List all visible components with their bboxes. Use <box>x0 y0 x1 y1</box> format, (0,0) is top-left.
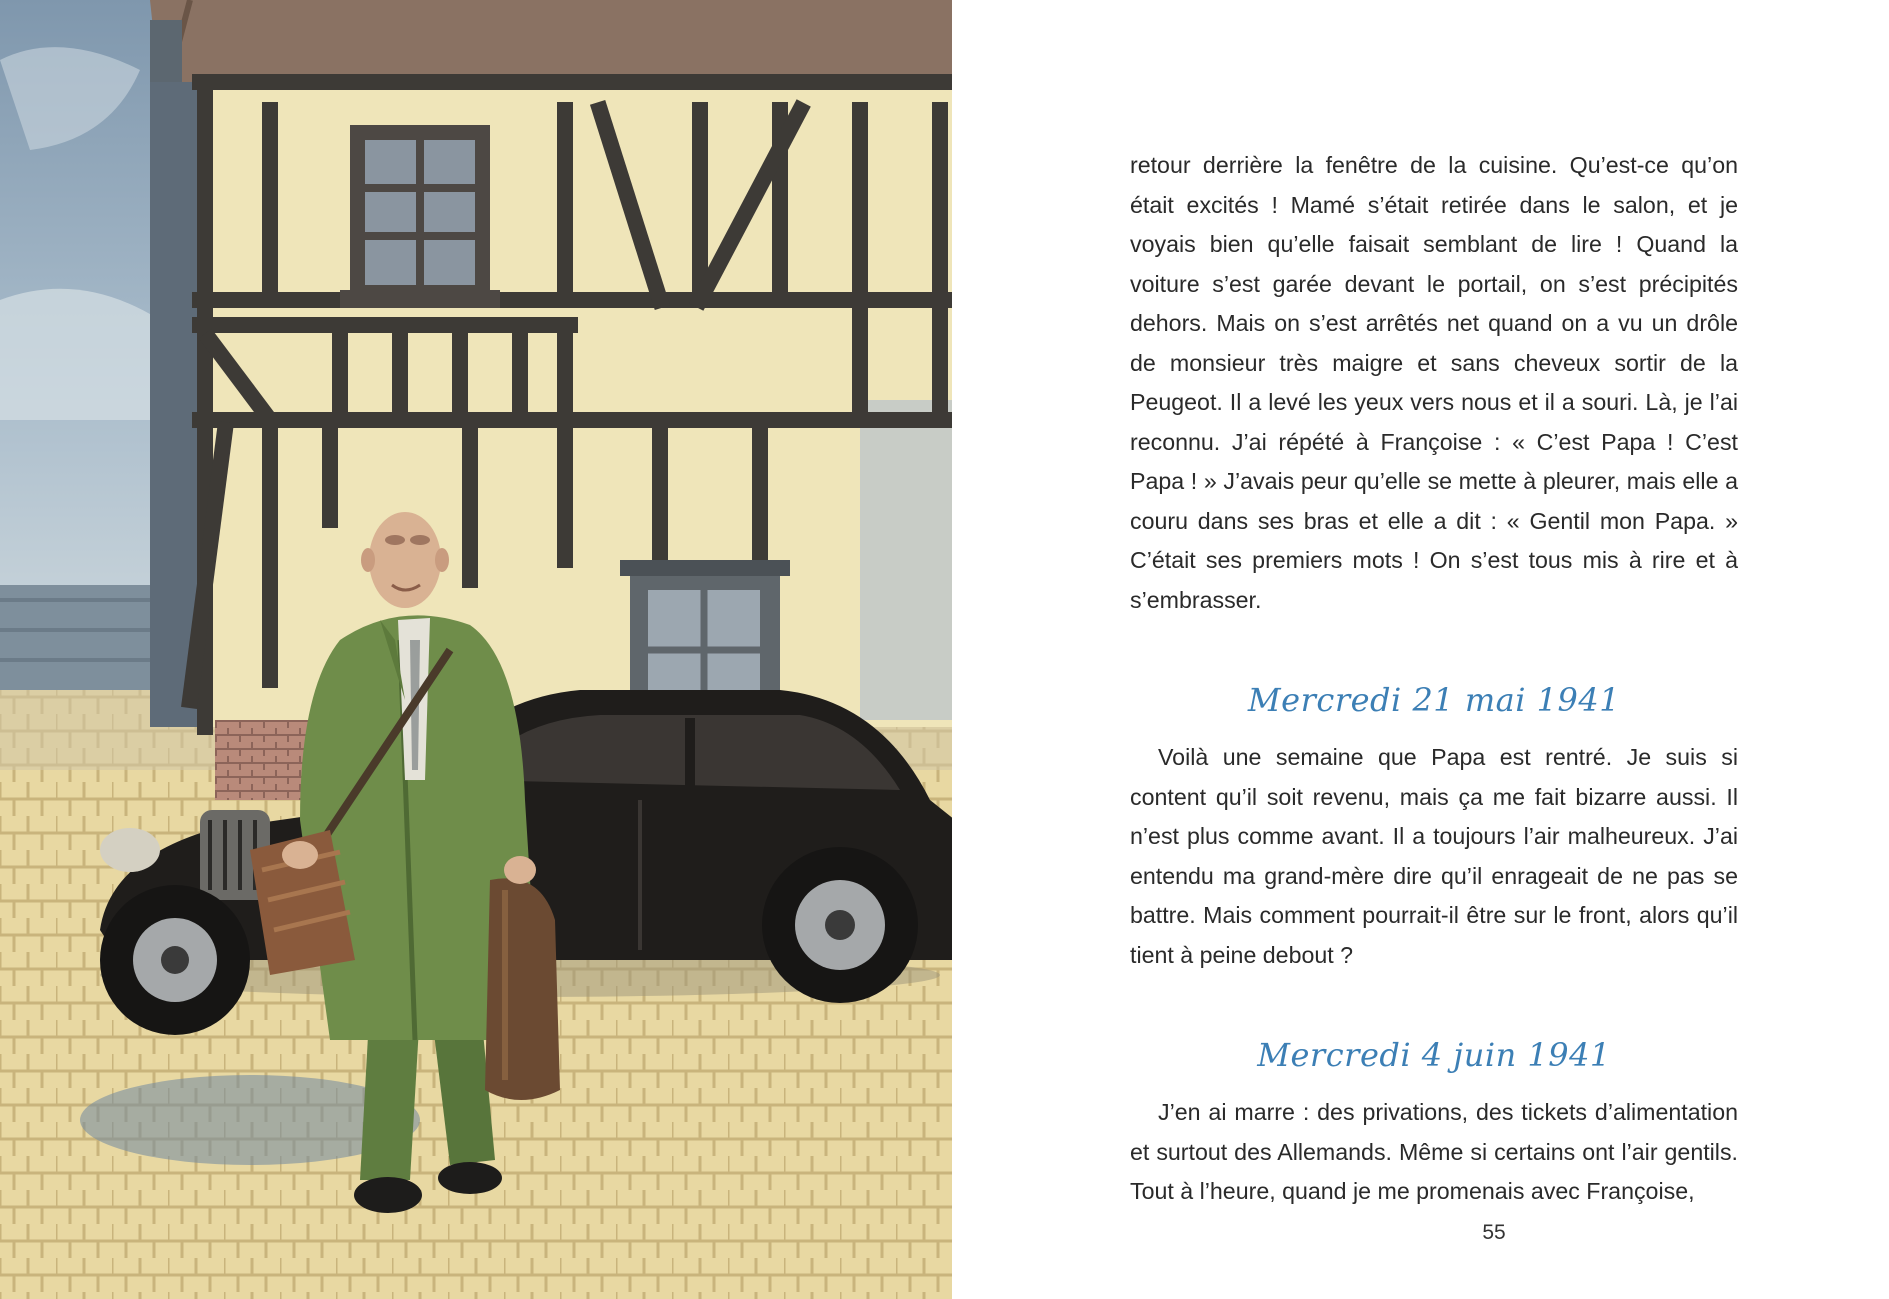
entry-paragraph: Voilà une semaine que Papa est rentré. Je suis si content qu’il soit revenu, mais ça me fait bizarre aussi. Il n’est plus comme avant. Il a toujours l’air malheureux. J’ai entendu ma grand-mère dire qu’il enrageait de ne pas se battre. Mais comment pourrait-il être sur le front, alors qu’il tient à peine debout ? <box>1130 744 1738 968</box>
entry-paragraph: J’en ai marre : des privations, des tickets d’alimentation et surtout des Allemands. Même si certains ont l’air gentils. Tout à l’heure, quand je me promenais avec Françoise, <box>1130 1099 1738 1204</box>
page-number-row <box>955 1221 1889 1245</box>
entry-date-heading: Mercredi 21 mai 1941 <box>1247 681 1621 719</box>
paragraph-continued: retour derrière la fenêtre de la cuisine. Qu’est-ce qu’on était excités ! Mamé s’était retirée dans le salon, et je voyais bien qu’elle faisait semblant de lire ! Quand la voiture s’est garée devant le portail, on s’est précipités dehors. Mais on s’est arrêtés net quand on a vu un drôle de monsieur très maigre et sans cheveux sortir de la Peugeot. Il a levé les yeux vers nous et il a souri. Là, je l’ai reconnu. J’ai répété à Françoise : « C’est Papa ! C’est Papa ! » J’avais peur qu’elle se mette à pleurer, mais elle a couru dans ses bras et elle a dit : « Gentil mon Papa. » C’était ses premiers mots ! On s’est tous mis à rire et à s’embrasser. <box>1130 152 1738 613</box>
page-number: 55 <box>1482 1221 1506 1244</box>
entry-date-heading: Mercredi 4 juin 1941 <box>1257 1036 1611 1074</box>
text-page <box>955 0 1889 1299</box>
text-column <box>1130 146 1738 1212</box>
upper-window <box>340 125 500 308</box>
father-head <box>369 512 441 608</box>
